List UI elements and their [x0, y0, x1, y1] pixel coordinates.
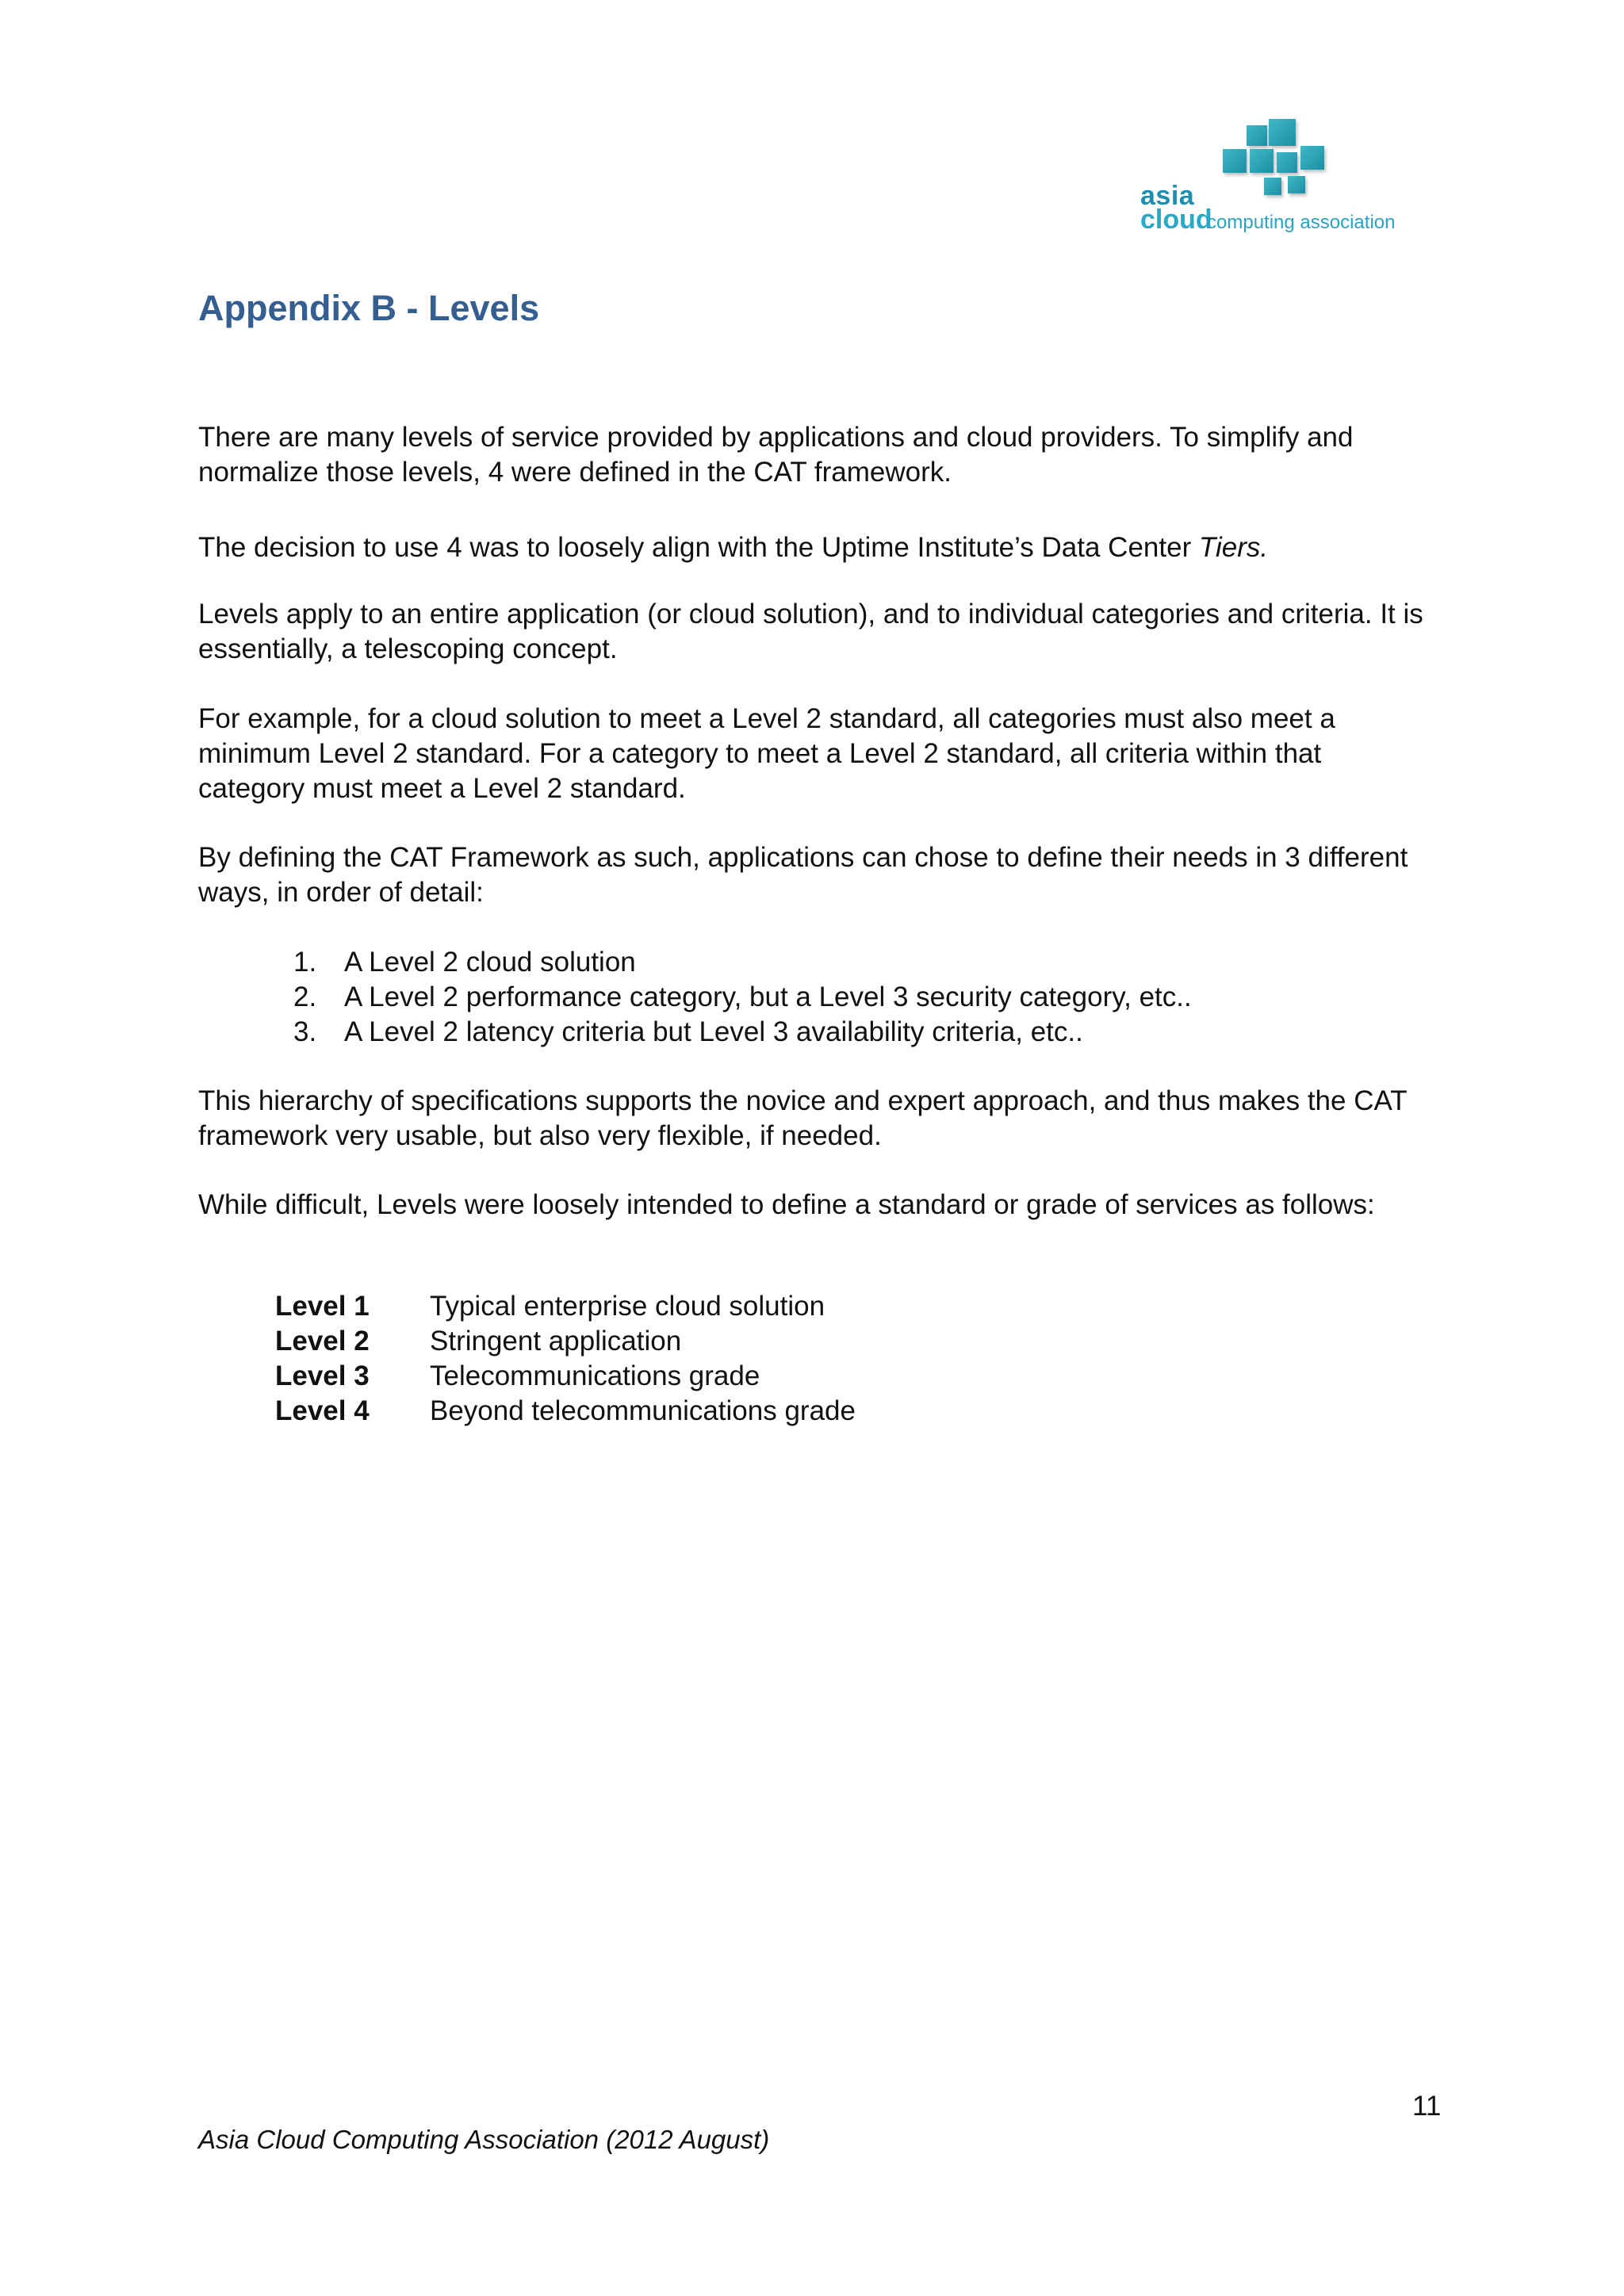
level-name: Level 3 [275, 1360, 370, 1391]
level-row [275, 1359, 856, 1394]
paragraph-hierarchy: This hierarchy of specifications supports the novice and expert approach, and thus makes the CAT framework very usable, but also very flexible, if needed. [198, 1085, 1407, 1151]
asia-cloud-computing-association-logo [1134, 119, 1404, 238]
paragraph-intro: There are many levels of service provided by applications and cloud providers. To simplify and normalize those levels, 4 were defined in the CAT framework. [198, 422, 1354, 488]
paragraph-while-difficult: While difficult, Levels were loosely intended to define a standard or grade of services as follows: [198, 1189, 1375, 1220]
level-row [275, 1289, 856, 1324]
page-footer: Asia Cloud Computing Association (2012 August) [198, 2125, 770, 2154]
logo-word-cloud: cloud [1140, 205, 1212, 235]
level-name: Level 2 [275, 1326, 370, 1357]
paragraph-uptime-italic: Tiers. [1198, 532, 1269, 563]
list-item [293, 980, 1192, 1015]
level-description: Typical enterprise cloud solution [430, 1291, 825, 1322]
paragraph-telescoping: Levels apply to an entire application (or cloud solution), and to individual categories and criteria. It is essentially, a telescoping concept. [198, 599, 1423, 664]
page-number: 11 [1412, 2091, 1442, 2122]
logo-squares-icon [1182, 119, 1324, 206]
level-description: Beyond telecommunications grade [430, 1395, 856, 1426]
list-item [293, 1015, 1192, 1050]
level-row [275, 1394, 856, 1429]
paragraph-defining: By defining the CAT Framework as such, applications can chose to define their needs in 3 different ways, in order of detail: [198, 842, 1408, 908]
level-description: Telecommunications grade [430, 1360, 760, 1391]
list-item-text: A Level 2 cloud solution [344, 947, 636, 978]
list-item-number: 3. [293, 1016, 317, 1047]
level-name: Level 1 [275, 1291, 370, 1322]
numbered-list [293, 945, 1192, 1050]
logo-word-computing-association: computing association [1207, 212, 1396, 233]
levels-table [275, 1289, 856, 1429]
list-item-text: A Level 2 latency criteria but Level 3 availability criteria, etc.. [344, 1016, 1083, 1047]
page-heading: Appendix B - Levels [198, 288, 540, 328]
list-item-text: A Level 2 performance category, but a Level 3 security category, etc.. [344, 982, 1192, 1012]
level-row [275, 1324, 856, 1359]
level-name: Level 4 [275, 1395, 370, 1426]
paragraph-uptime-text: The decision to use 4 was to loosely align with the Uptime Institute’s Data Center [198, 532, 1199, 563]
paragraph-example: For example, for a cloud solution to meet a Level 2 standard, all categories must also meet a minimum Level 2 standard. For a category to meet a Level 2 standard, all criteria within that category must meet a Level 2 standard. [198, 703, 1335, 804]
level-description: Stringent application [430, 1326, 682, 1357]
paragraph-uptime [198, 530, 1435, 565]
list-item-number: 1. [293, 947, 317, 978]
list-item-number: 2. [293, 982, 317, 1012]
list-item [293, 945, 1192, 980]
logo-word-asia: asia [1140, 181, 1195, 211]
